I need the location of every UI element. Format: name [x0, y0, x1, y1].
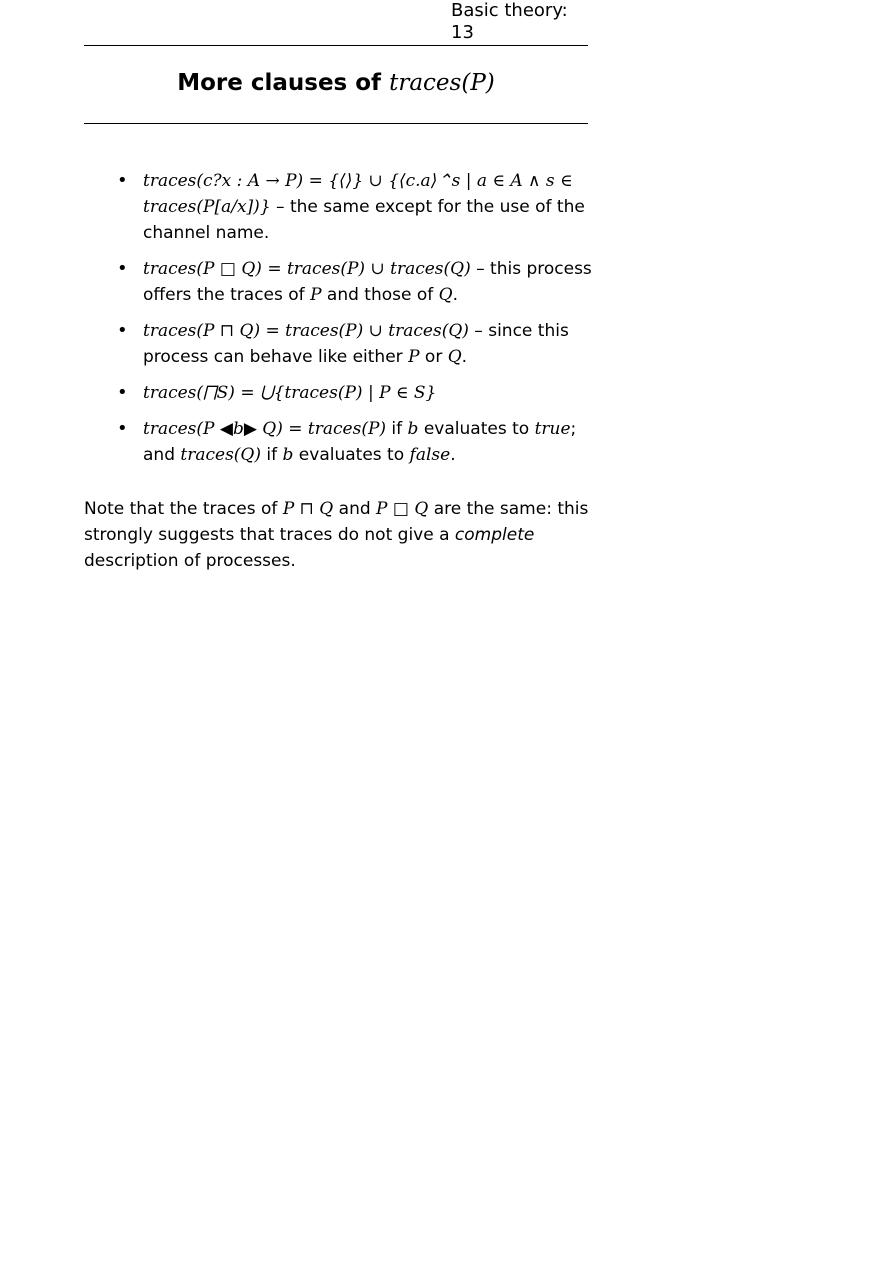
math-expression: P □ Q — [376, 499, 429, 519]
note-text: Note that the traces of — [84, 499, 283, 519]
bullet-text: or — [419, 347, 448, 367]
math-expression: P — [310, 285, 322, 305]
math-expression: false — [409, 445, 451, 465]
math-expression: Q — [438, 285, 453, 305]
math-expression: traces(⨅S) = ⋃{traces(P) | P ∈ S} — [143, 383, 437, 403]
slide-title-prefix: More clauses of — [177, 70, 382, 96]
math-expression: traces(c?x : A → P) = {⟨⟩} ∪ {⟨c.a⟩⌃s | a ∈ A ∧ s ∈ traces(P[a/x])} — [143, 171, 573, 217]
note-text: description of processes. — [84, 551, 296, 571]
bullet-text: ; and — [143, 419, 577, 465]
bullet-text: evaluates to — [418, 419, 535, 439]
list-item-external-choice — [113, 256, 593, 308]
math-expression: true — [534, 419, 571, 439]
clause-list — [113, 168, 593, 478]
note-paragraph — [84, 496, 604, 574]
bullet-text: and those of — [321, 285, 439, 305]
math-expression: traces(P □ Q) = traces(P) ∪ traces(Q) — [143, 259, 471, 279]
note-emphasis: complete — [454, 525, 535, 545]
bullet-text: – this process offers the traces of — [143, 259, 592, 305]
top-rule — [84, 45, 588, 46]
math-expression: traces(P ◀b▶ Q) = traces(P) — [143, 419, 387, 439]
math-expression: traces(Q) — [180, 445, 261, 465]
slide-title — [84, 70, 588, 96]
title-bottom-rule — [84, 123, 588, 124]
list-item-prefix-choice — [113, 168, 593, 246]
slide-title-math: traces(P) — [389, 70, 495, 96]
running-head: Basic theory: 13 — [451, 0, 568, 43]
bullet-text: . — [452, 285, 458, 305]
math-expression: Q — [447, 347, 462, 367]
math-expression: b — [407, 419, 419, 439]
list-item-internal-choice — [113, 318, 593, 370]
math-expression: b — [282, 445, 294, 465]
bullet-text: evaluates to — [293, 445, 410, 465]
bullet-text: – the same except for the use of the channel name. — [143, 197, 585, 243]
bullet-text: . — [450, 445, 456, 465]
bullet-text: if — [261, 445, 283, 465]
bullet-text: . — [461, 347, 468, 367]
math-expression: P — [408, 347, 420, 367]
note-text: are the same: this strongly suggests that traces do not give a — [84, 499, 589, 545]
math-expression: P ⊓ Q — [282, 499, 334, 519]
list-item-conditional — [113, 416, 593, 468]
bullet-text: if — [386, 419, 408, 439]
math-expression: traces(P ⊓ Q) = traces(P) ∪ traces(Q) — [143, 321, 469, 341]
note-text: and — [333, 499, 377, 519]
bullet-text: – since this process can behave like either — [143, 321, 569, 367]
list-item-replicated-choice — [113, 380, 593, 406]
